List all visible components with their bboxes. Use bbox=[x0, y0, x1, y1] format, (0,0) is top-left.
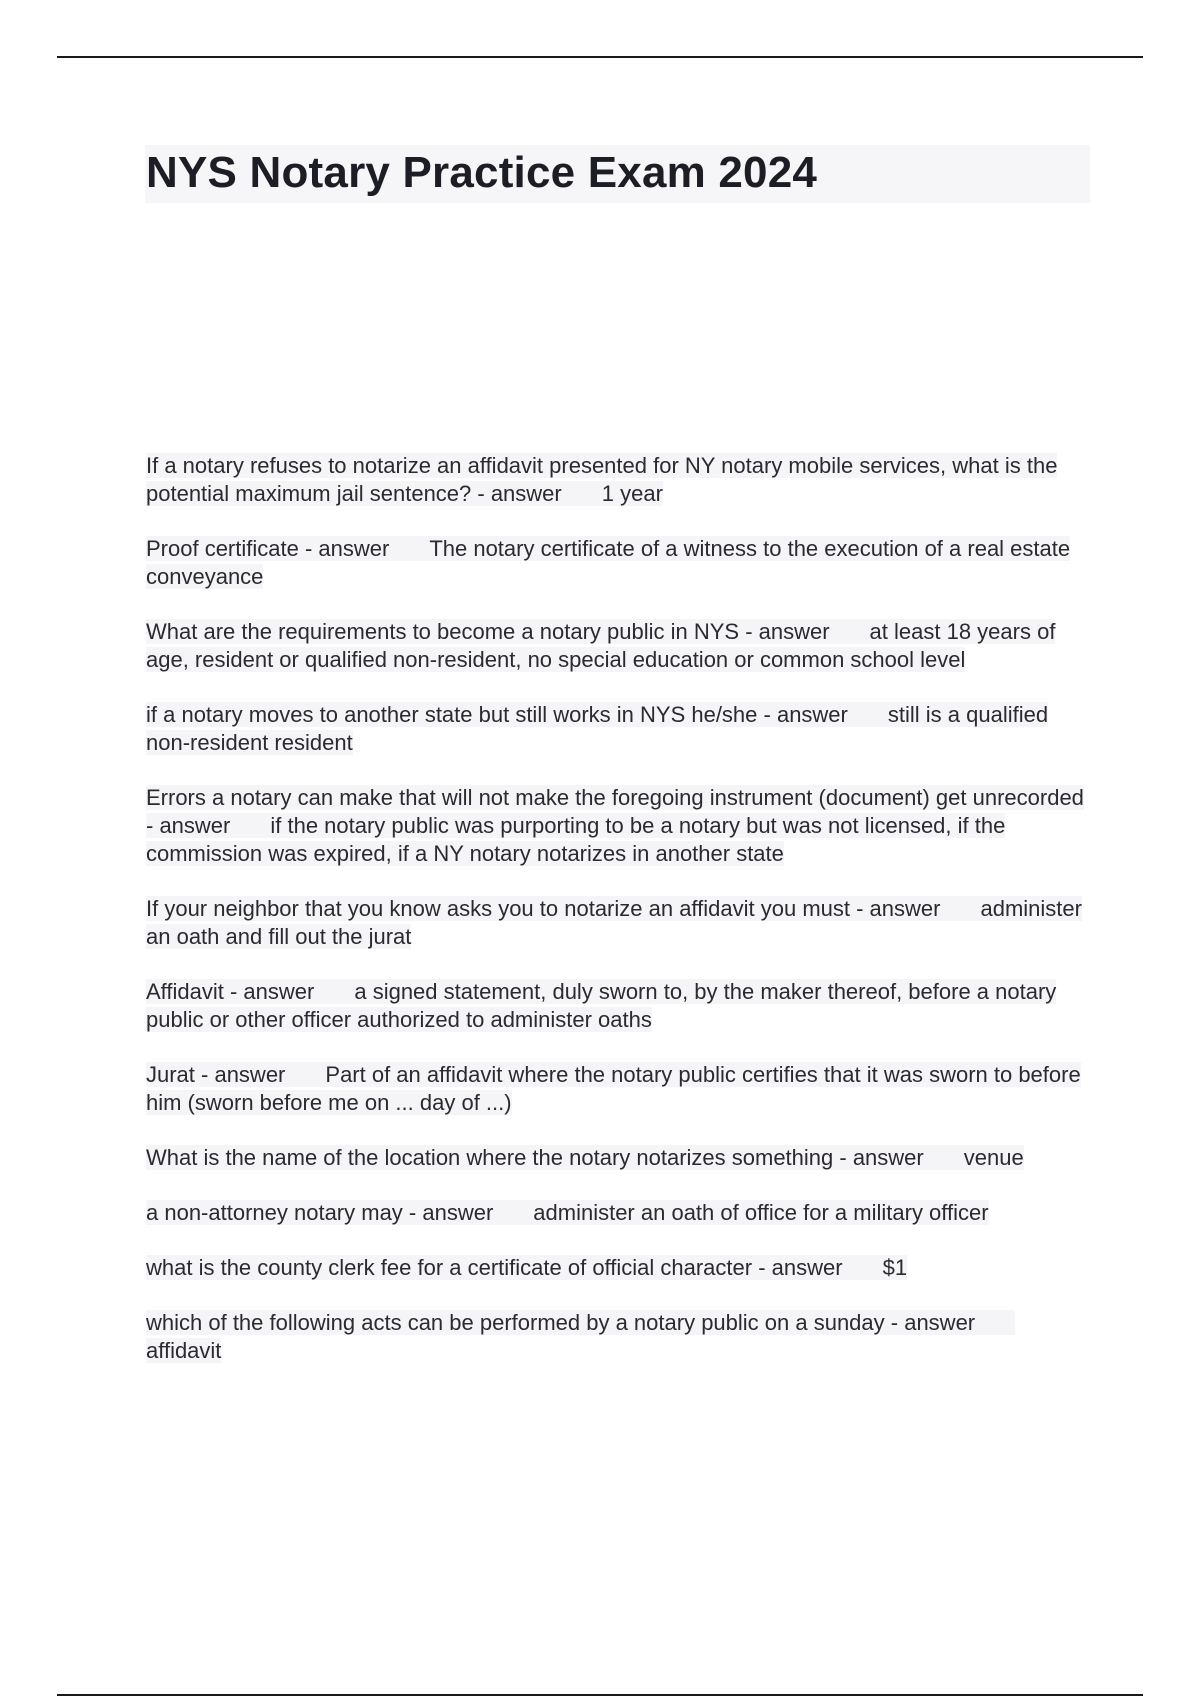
question-text: Affidavit - answer bbox=[146, 979, 315, 1004]
answer-text: $1 bbox=[882, 1255, 908, 1280]
page-title: NYS Notary Practice Exam 2024 bbox=[146, 148, 818, 197]
question-text: Jurat - answer bbox=[146, 1062, 286, 1087]
answer-text: at least 18 years of age, resident or qualified non-resident, no special education or common school level bbox=[146, 619, 1056, 672]
list-item bbox=[146, 895, 1091, 951]
question-text: what is the county clerk fee for a certificate of official character - answer bbox=[146, 1255, 843, 1280]
list-item bbox=[146, 978, 1091, 1034]
question-text: If your neighbor that you know asks you to notarize an affidavit you must - answer bbox=[146, 896, 941, 921]
question-text: What is the name of the location where the notary notarizes something - answer bbox=[146, 1145, 924, 1170]
list-item bbox=[146, 535, 1091, 591]
question-answer-list bbox=[146, 452, 1091, 1392]
answer-text: if the notary public was purporting to be a notary but was not licensed, if the commission was expired, if a NY notary notarizes in another state bbox=[146, 813, 1006, 866]
list-item bbox=[146, 1144, 1091, 1172]
question-text: Errors a notary can make that will not make the foregoing instrument (document) get unrecorded - answer bbox=[146, 785, 1084, 838]
question-text: What are the requirements to become a notary public in NYS - answer bbox=[146, 619, 830, 644]
question-text: Proof certificate - answer bbox=[146, 536, 390, 561]
answer-text: a signed statement, duly sworn to, by the maker thereof, before a notary public or other officer authorized to administer oaths bbox=[146, 979, 1057, 1032]
list-item bbox=[146, 784, 1091, 868]
list-item bbox=[146, 618, 1091, 674]
list-item bbox=[146, 1309, 1091, 1365]
question-text: if a notary moves to another state but still works in NYS he/she - answer bbox=[146, 702, 848, 727]
list-item bbox=[146, 1254, 1091, 1282]
answer-text: venue bbox=[963, 1145, 1024, 1170]
answer-text: The notary certificate of a witness to the execution of a real estate conveyance bbox=[146, 536, 1071, 589]
answer-text: affidavit bbox=[146, 1338, 222, 1363]
top-rule bbox=[57, 56, 1143, 58]
list-item bbox=[146, 1061, 1091, 1117]
question-text: If a notary refuses to notarize an affidavit presented for NY notary mobile services, what is the potential maximum jail sentence? - answer bbox=[146, 453, 1058, 506]
question-text: which of the following acts can be performed by a notary public on a sunday - answer bbox=[146, 1310, 976, 1335]
list-item bbox=[146, 701, 1091, 757]
answer-text: Part of an affidavit where the notary public certifies that it was sworn to before him (sworn before me on ... day of ...) bbox=[146, 1062, 1081, 1115]
bottom-rule bbox=[57, 1694, 1143, 1696]
answer-text: still is a qualified non-resident resident bbox=[146, 702, 1049, 755]
list-item bbox=[146, 452, 1091, 508]
answer-text: administer an oath of office for a military officer bbox=[533, 1200, 989, 1225]
list-item bbox=[146, 1199, 1091, 1227]
answer-text: 1 year bbox=[601, 481, 663, 506]
answer-text: administer an oath and fill out the jurat bbox=[146, 896, 1082, 949]
question-text: a non-attorney notary may - answer bbox=[146, 1200, 494, 1225]
